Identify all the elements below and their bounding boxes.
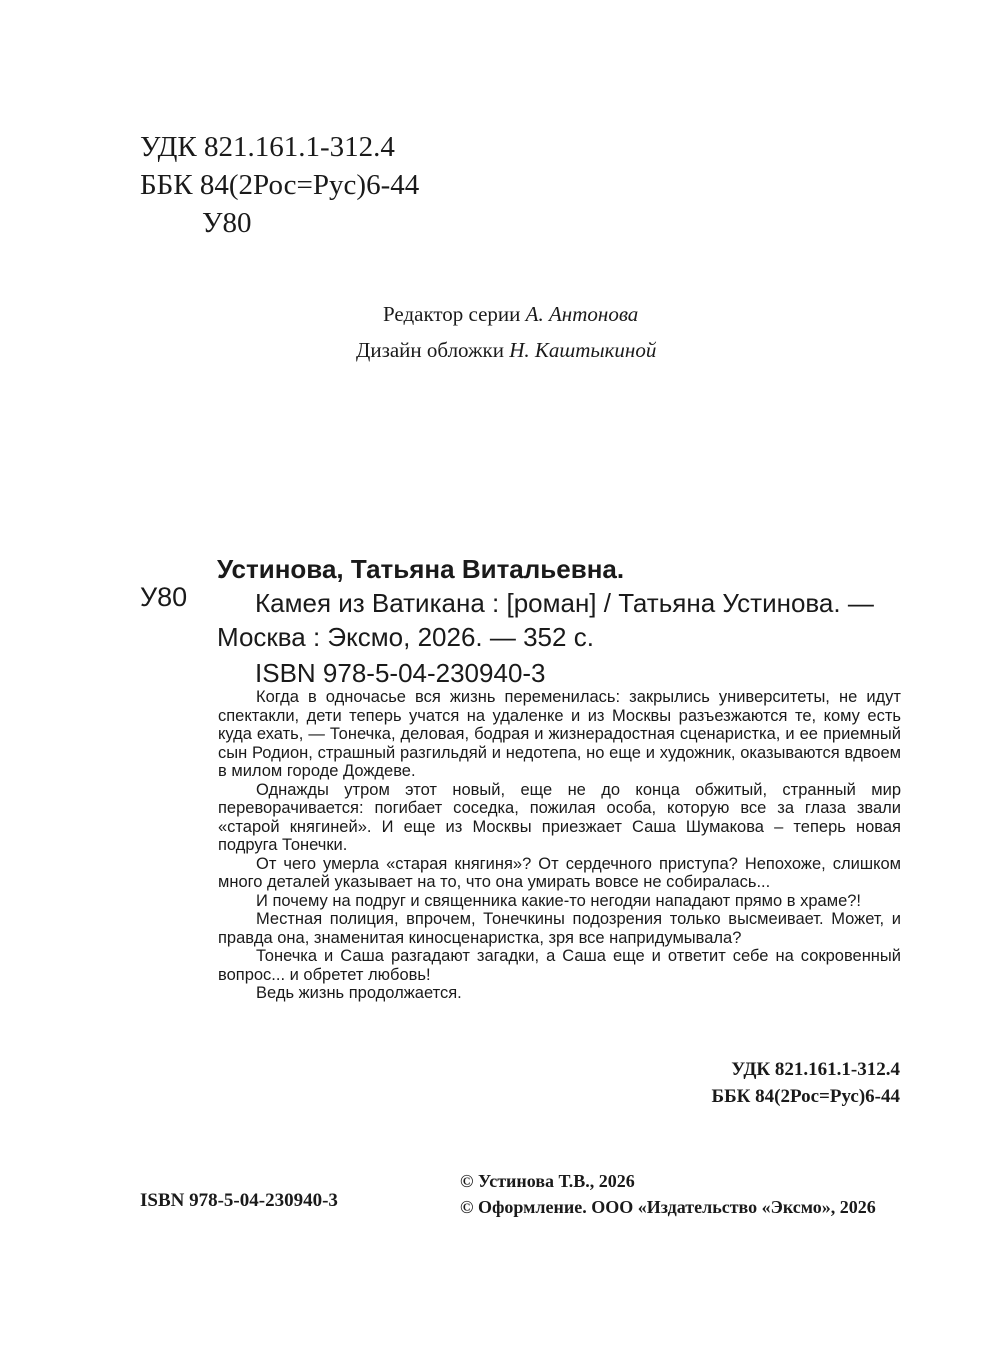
udk-code: УДК 821.161.1-312.4 [140,131,395,163]
cover-design-label: Дизайн обложки [356,338,504,362]
copyright-author: © Устинова Т.В., 2026 [460,1171,635,1191]
udk-code-bottom: УДК 821.161.1-312.4 [731,1059,900,1080]
abstract-paragraph: Местная полиция, впрочем, Тонечкины подозрения только высмеивает. Может, и правда она, знаменитая киносценаристка, зря все напридумывала? [218,910,901,947]
abstract-paragraph: Однажды утром этот новый, еще не до конца обжитый, странный мир переворачивается: погибает соседка, пожилая особа, которую все за глаза звали «старой княгиней». И еще из Москвы приезжает Саша Шумакова – теперь новая подруга Тонечки. [218,780,901,854]
abstract-paragraph: От чего умерла «старая княгиня»? От сердечного приступа? Непохоже, слишком много деталей указывает на то, что она умирать вовсе не собиралась... [218,854,901,891]
copyright-design: © Оформление. ООО «Издательство «Эксмо», 2026 [460,1197,876,1217]
abstract-paragraph: Ведь жизнь продолжается. [256,984,462,1002]
cover-design-name: Н. Каштыкиной [509,338,657,362]
abstract-paragraph: Когда в одночасье вся жизнь переменилась: закрылись университеты, не идут спектакли, дети теперь учатся на удаленке и из Москвы разъезжаются те, кому есть куда ехать, — Тонечка, деловая, бодрая и жизнерадостная сценаристка, и ее приемный сын Родион, страшный разгильдяй и недотепа, но еще и художник, оказываются вдвоем в милом городе Дождеве. [218,688,901,780]
record-isbn: ISBN 978-5-04-230940-3 [255,658,546,688]
series-editor-line [356,296,656,332]
cover-design-line [356,332,656,368]
abstract-paragraph: Тонечка и Саша разгадают загадки, а Саша еще и ответит себе на сокровенный вопрос... и обретет любовь! [218,947,901,984]
abstract-paragraph: И почему на подруг и священника какие-то негодяи нападают прямо в храме?! [256,891,862,910]
credits [356,296,656,368]
bottom-classification-codes [600,1056,900,1110]
bibliographic-record [217,552,917,690]
record-publisher: Москва : Эксмо, 2026. — 352 с. [217,622,594,652]
bbk-code-bottom: ББК 84(2Рос=Рус)6-44 [711,1086,900,1107]
bbk-code: ББК 84(2Рос=Рус)6-44 [140,169,420,201]
record-title: Камея из Ватикана : [роман] / Татьяна Устинова. — [255,588,874,618]
series-editor-name: А. Антонова [525,302,639,326]
top-classification-codes [140,128,419,242]
copyright-block [460,1168,900,1220]
abstract [218,688,901,1003]
isbn-bottom: ISBN 978-5-04-230940-3 [140,1190,338,1211]
series-editor-label: Редактор серии [383,302,521,326]
record-author: Устинова, Татьяна Витальевна. [217,554,625,584]
biblio-author-mark: У80 [140,582,188,612]
author-mark: У80 [202,207,252,239]
